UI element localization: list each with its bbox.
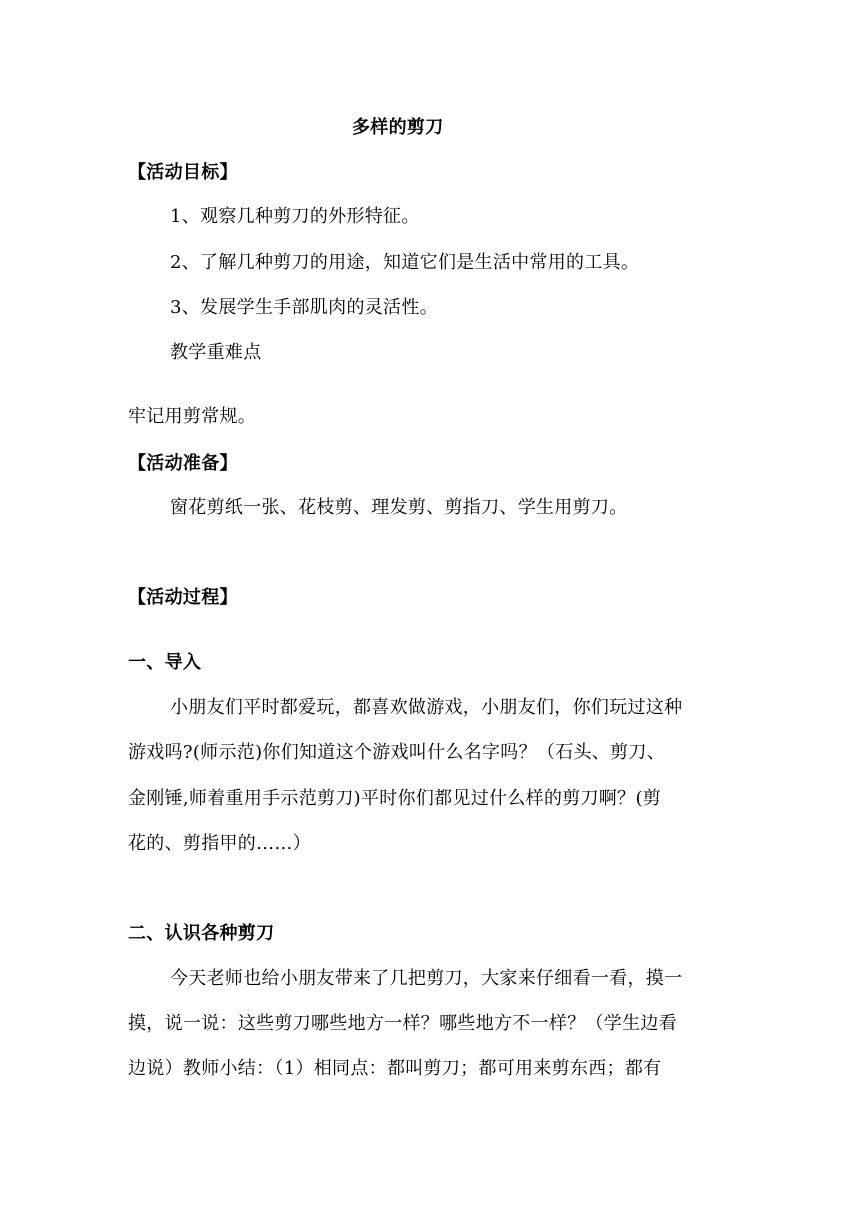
section-1-paragraph-line: 金刚锤,师着重用手示范剪刀)平时你们都见过什么样的剪刀啊？(剪 bbox=[128, 788, 662, 809]
goals-heading: 【活动目标】 bbox=[128, 162, 238, 183]
section-2-paragraph-line: 边说）教师小结：（1）相同点：都叫剪刀；都可用来剪东西；都有 bbox=[128, 1058, 662, 1079]
prep-text: 窗花剪纸一张、花枝剪、理发剪、剪指刀、学生用剪刀。 bbox=[170, 497, 628, 518]
section-2-paragraph-line: 今天老师也给小朋友带来了几把剪刀，大家来仔细看一看，摸一 bbox=[170, 968, 683, 989]
section-1-paragraph-line: 小朋友们平时都爱玩，都喜欢做游戏，小朋友们，你们玩过这种 bbox=[170, 697, 683, 718]
goal-item: 2、了解几种剪刀的用途，知道它们是生活中常用的工具。 bbox=[170, 252, 640, 273]
goal-item: 1、观察几种剪刀的外形特征。 bbox=[170, 206, 420, 227]
key-points-text: 牢记用剪常规。 bbox=[128, 406, 257, 427]
process-heading: 【活动过程】 bbox=[128, 587, 238, 608]
section-1-paragraph-line: 花的、剪指甲的……） bbox=[128, 833, 311, 854]
key-points-label: 教学重难点 bbox=[170, 342, 262, 363]
section-1-paragraph-line: 游戏吗?(师示范)你们知道这个游戏叫什么名字吗？（石头、剪刀、 bbox=[128, 742, 665, 763]
goal-item: 3、发展学生手部肌肉的灵活性。 bbox=[170, 297, 438, 318]
section-2-paragraph-line: 摸，说一说：这些剪刀哪些地方一样？哪些地方不一样？（学生边看 bbox=[128, 1013, 677, 1034]
section-1-heading: 一、导入 bbox=[128, 652, 202, 673]
section-2-heading: 二、认识各种剪刀 bbox=[128, 923, 275, 944]
prep-heading: 【活动准备】 bbox=[128, 453, 238, 474]
document-title: 多样的剪刀 bbox=[352, 117, 444, 138]
